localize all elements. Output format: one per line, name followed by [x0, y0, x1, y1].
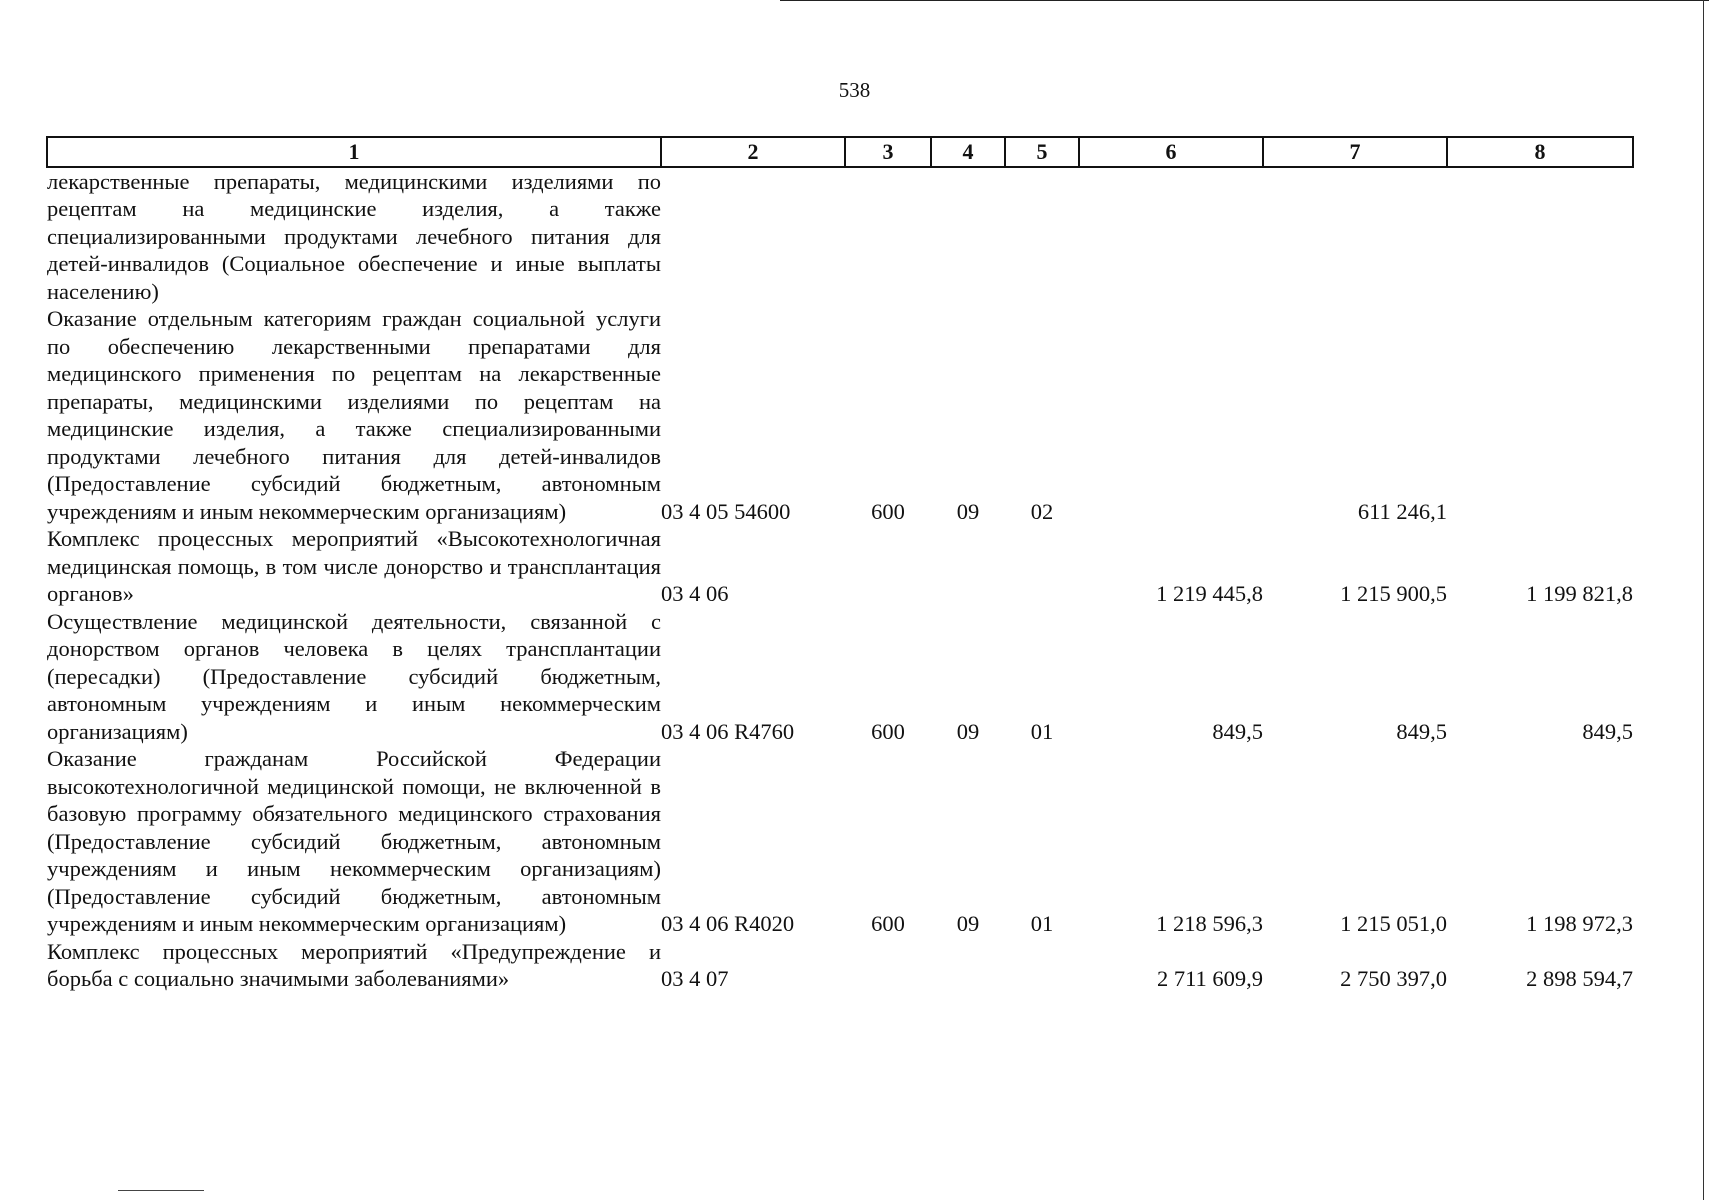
- row-type-code: [845, 938, 931, 993]
- column-header-8: 8: [1447, 137, 1633, 167]
- row-section: [931, 167, 1005, 306]
- column-header-4: 4: [931, 137, 1005, 167]
- row-type-code: [845, 525, 931, 608]
- row-amount-8: [1447, 305, 1633, 525]
- column-header-1: 1: [47, 137, 661, 167]
- column-number-row: [47, 137, 1633, 167]
- row-name: Комплекс процессных мероприятий «Высокотехнологичная медицинская помощь, в том числе донорство и трансплантация органов»: [47, 526, 661, 606]
- row-type-code: 600: [871, 498, 905, 524]
- row-amount-8: [1447, 167, 1633, 306]
- row-amount-7: 849,5: [1396, 718, 1447, 744]
- table-row: [47, 745, 1633, 938]
- row-subsection: [1005, 525, 1079, 608]
- scan-edge-right: [1703, 0, 1704, 1200]
- row-amount-7: 611 246,1: [1357, 498, 1447, 524]
- row-amount-6: [1079, 305, 1263, 525]
- row-section: 09: [956, 911, 980, 936]
- row-code: 03 4 07: [661, 966, 729, 991]
- table-row: [47, 938, 1633, 993]
- row-section: [931, 525, 1005, 608]
- row-amount-6: [1079, 167, 1263, 306]
- column-header-6: 6: [1079, 137, 1263, 167]
- row-amount-7: [1263, 167, 1447, 306]
- table-row: [47, 525, 1633, 608]
- column-header-5: 5: [1005, 137, 1079, 167]
- row-name: лекарственные препараты, медицинскими изделиями по рецептам на медицинские изделия, а также специализированными продуктами лечебного питания для детей-инвалидов (Социальное обеспечение и иные выплаты населению): [47, 168, 661, 304]
- budget-table: [46, 136, 1634, 993]
- row-amount-8: 1 199 821,8: [1526, 581, 1633, 606]
- row-section: 09: [956, 498, 980, 524]
- row-code: 03 4 06 R4020: [661, 911, 795, 936]
- row-amount-6: 2 711 609,9: [1156, 966, 1263, 991]
- row-amount-7: 2 750 397,0: [1340, 966, 1447, 991]
- row-code: 03 4 05 54600: [661, 498, 791, 524]
- row-name: Оказание отдельным категориям граждан социальной услуги по обеспечению лекарственными препаратами для медицинского применения по рецептам на лекарственные препараты, медицинскими изделиями по рецептам на медицинские изделия, а также специализированными продуктами лечебного питания для детей-инвалидов (Предоставление субсидий бюджетным, автономным учреждениям и иным некоммерческим организациям): [47, 306, 661, 524]
- row-subsection: 01: [1030, 718, 1054, 744]
- row-amount-8: 2 898 594,7: [1526, 966, 1633, 991]
- row-code: 03 4 06 R4760: [661, 718, 795, 744]
- row-amount-6: 1 219 445,8: [1156, 581, 1263, 606]
- row-name: Комплекс процессных мероприятий «Предупреждение и борьба с социально значимыми заболеваниями»: [47, 938, 661, 991]
- table-row: [47, 167, 1633, 306]
- row-code: [661, 167, 845, 306]
- column-header-7: 7: [1263, 137, 1447, 167]
- page-number: 538: [838, 78, 871, 102]
- row-type-code: 600: [871, 911, 905, 936]
- row-section: [931, 938, 1005, 993]
- row-section: 09: [956, 718, 980, 744]
- row-name: Осуществление медицинской деятельности, связанной с донорством органов человека в целях трансплантации (пересадки) (Предоставление субсидий бюджетным, автономным учреждениям и иным некоммерческим организациям): [47, 608, 661, 744]
- row-amount-7: 1 215 900,5: [1340, 581, 1447, 606]
- row-subsection: [1005, 167, 1079, 306]
- row-amount-7: 1 215 051,0: [1340, 911, 1447, 936]
- row-name: Оказание гражданам Российской Федерации высокотехнологичной медицинской помощи, не включенной в базовую программу обязательного медицинского страхования (Предоставление субсидий бюджетным, автономным учреждениям и иным некоммерческим организациям) (Предоставление субсидий бюджетным, автономным учреждениям и иным некоммерческим организациям): [47, 746, 661, 936]
- row-amount-8: 1 198 972,3: [1526, 911, 1633, 936]
- row-type-code: [845, 167, 931, 306]
- column-header-3: 3: [845, 137, 931, 167]
- row-type-code: 600: [871, 718, 905, 744]
- table-row: [47, 305, 1633, 525]
- row-amount-8: 849,5: [1582, 718, 1633, 744]
- column-header-2: 2: [661, 137, 845, 167]
- row-subsection: [1005, 938, 1079, 993]
- row-amount-6: 1 218 596,3: [1156, 911, 1263, 936]
- row-subsection: 02: [1030, 498, 1054, 524]
- scan-edge-top: [780, 0, 1709, 1]
- footnote-rule: [118, 1190, 204, 1191]
- row-subsection: 01: [1030, 911, 1054, 936]
- table-row: [47, 608, 1633, 746]
- row-amount-6: 849,5: [1212, 718, 1263, 744]
- row-code: 03 4 06: [661, 581, 729, 606]
